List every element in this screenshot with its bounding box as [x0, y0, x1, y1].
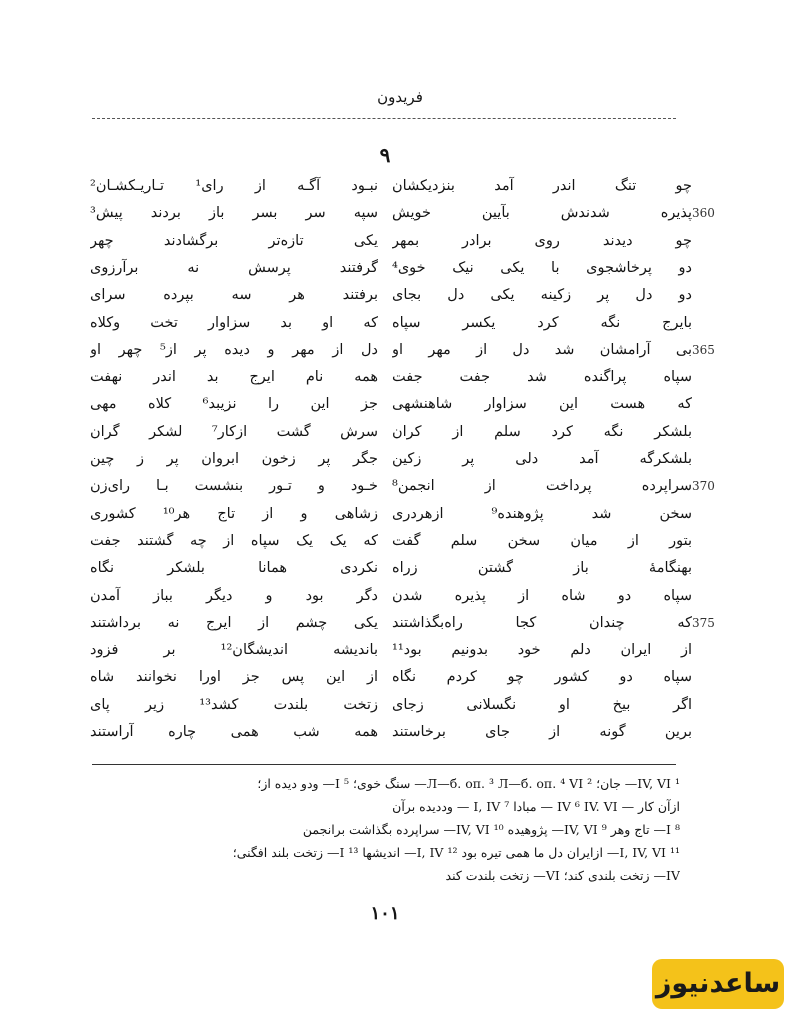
verse-hemistich-second: نبـود آگـه از رای¹ تـاریـکشـان²: [90, 178, 378, 194]
verse-hemistich-second: همه شب همی چاره آراستند: [90, 724, 378, 740]
verse-hemistich-second: خـود و تـور بنشست بـا رای‌زن: [90, 478, 378, 495]
verse-row: [0, 446, 800, 473]
verse-hemistich-first: بلشکرگه آمد دلی پر زکین: [392, 451, 692, 467]
verse-hemistich-first: سخن شد پژوهنده⁹ ازهردری: [392, 505, 692, 522]
verse-hemistich-first: پذیره شدندش بآیین خویش: [392, 205, 692, 222]
verse-hemistich-first: از ایران دلم خود بدونیم بود¹¹: [392, 642, 692, 659]
line-number: 375: [692, 615, 715, 630]
footnote-rule: [92, 764, 676, 765]
verse-hemistich-first: بهنگامهٔ باز گشتن زراه: [392, 560, 692, 577]
verse-hemistich-first: سپاه دو شاه از پذیره شدن: [392, 587, 692, 604]
verse-hemistich-second: جز این را نزیبد⁶ کلاه مهی: [90, 396, 378, 413]
verse-hemistich-first: سپاه دو کشور چو کردم نگاه: [392, 669, 692, 686]
verse-row: [0, 473, 800, 500]
footnote-line: ¹¹ I, IV, VI— ازایران دل ما همی تیره بود ¹² I, IV— اندیشها ¹³ I— زتخت بلند افگنی؛: [232, 845, 680, 860]
verse-hemistich-first: دو دل پر زکینه یکی دل بجای: [392, 287, 692, 304]
verse-hemistich-second: باندیشه اندیشگان¹² بر فزود: [90, 642, 378, 659]
verse-hemistich-second: که او بد سزاوار تخت وکلاه: [90, 314, 378, 331]
verse-hemistich-first: دو پرخاشجوی با یکی نیک خوی⁴: [392, 259, 692, 276]
verse-hemistich-second: سرش گشت ازکار⁷ لشکر گران: [90, 423, 378, 440]
verse-row: [0, 200, 800, 227]
footnote-line: IV— زتخت بلندی کند؛ VI— زتخت بلندت کند: [445, 868, 680, 883]
verse-row: [0, 282, 800, 309]
verse-row: [0, 719, 800, 746]
line-number: 370: [692, 479, 715, 494]
verse-hemistich-second: دگر بود و دیگر بباز آمدن: [90, 587, 378, 604]
verse-hemistich-first: که هست این سزاوار شاهنشهی: [392, 396, 692, 413]
verse-hemistich-second: جگر پر زخون ابروان پر ز چین: [90, 451, 378, 467]
verse-hemistich-second: برفتند هر سه بپرده سرای: [90, 287, 378, 304]
footnote-line: ¹ IV, VI— جان؛ ² Л—б. оп. ³ Л—б. оп. ⁴ VI— سنگ خوی؛ ⁵ I— ودو دیده از؛: [257, 776, 680, 791]
verse-row: [0, 364, 800, 391]
verse-hemistich-second: همه نام ایرج بد اندر نهفت: [90, 369, 378, 386]
section-number: ۹: [379, 143, 391, 167]
running-header: فريدون: [377, 88, 423, 106]
verse-row: [0, 501, 800, 528]
verse-hemistich-first: اگر بیخ او نگسلانی زجای: [392, 696, 692, 713]
line-number: 360: [692, 206, 715, 221]
verse-hemistich-first: بلشکر نگه کرد سلم از کران: [392, 423, 692, 440]
watermark-logo: ساعدنیوز: [652, 959, 784, 1009]
footnote-line: ازآن کار — IV ⁶ IV. VI — مبادا ⁷ I, IV — وددیده برآن: [392, 799, 680, 814]
verse-hemistich-second: زشاهی و از تاج هر¹⁰ کشوری: [90, 505, 378, 522]
verse-hemistich-second: گرفتند پرسش نه برآرزوی: [90, 259, 378, 276]
line-number: 365: [692, 342, 715, 357]
verse-row: [0, 228, 800, 255]
verse-hemistich-first: که چندان کجا راه‌بگذاشتند: [392, 614, 692, 631]
verse-hemistich-first: چو تنگ اندر آمد بنزدیکشان: [392, 178, 692, 194]
verse-row: [0, 692, 800, 719]
verse-row: [0, 310, 800, 337]
verse-hemistich-second: از این پس جز اورا نخوانند شاه: [90, 669, 378, 686]
verse-hemistich-second: دل از مهر و دیده پر از⁵ چهر او: [90, 341, 378, 358]
verse-hemistich-second: زتخت بلندت کشد¹³ زیر پای: [90, 696, 378, 713]
verse-row: [0, 528, 800, 555]
header-rule: [92, 118, 676, 119]
verse-row: [0, 610, 800, 637]
page-number: ۱۰۱: [370, 903, 400, 924]
verse-hemistich-second: که یک یک سپاه از چه گشتند جفت: [90, 532, 378, 549]
verse-row: [0, 419, 800, 446]
verse-hemistich-second: یکی تازه‌تر برگشادند چهر: [90, 232, 378, 249]
verse-row: [0, 337, 800, 364]
verse-hemistich-second: سپه سر بسر باز بردند پیش³: [90, 205, 378, 222]
verse-row: [0, 637, 800, 664]
verse-hemistich-first: چو دیدند روی برادر بمهر: [392, 232, 692, 249]
verse-row: [0, 555, 800, 582]
verse-row: [0, 255, 800, 282]
verse-hemistich-first: بتور از میان سخن سلم گفت: [392, 532, 692, 549]
verse-hemistich-first: سپاه پراگنده شد جفت جفت: [392, 369, 692, 386]
verse-row: [0, 391, 800, 418]
verse-row: [0, 664, 800, 691]
verse-hemistich-second: نکردی همانا بلشکر نگاه: [90, 560, 378, 577]
footnote-line: ⁸ I— تاج وهر ⁹ IV, VI— پژوهیده ¹⁰ IV, VI— سراپرده بگذاشت برانجمن: [302, 822, 680, 837]
verse-hemistich-first: بی آرامشان شد دل از مهر او: [392, 341, 692, 358]
verse-row: [0, 583, 800, 610]
verse-hemistich-first: سراپرده پرداخت از انجمن⁸: [392, 478, 692, 495]
verse-hemistich-first: بایرج نگه کرد یکسر سپاه: [392, 314, 692, 331]
verse-hemistich-second: یکی چشم از ایرج نه برداشتند: [90, 614, 378, 631]
verse-row: [0, 173, 800, 200]
verse-hemistich-first: برین گونه از جای برخاستند: [392, 724, 692, 740]
